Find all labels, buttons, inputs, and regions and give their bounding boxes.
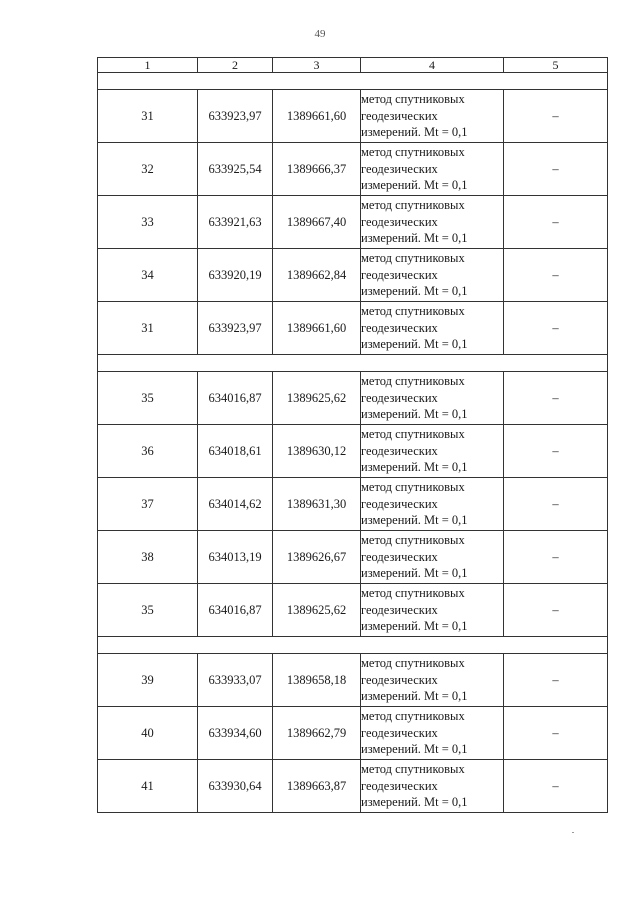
y-coordinate-cell: 1389631,30	[273, 478, 361, 531]
method-line: измерений. Mt = 0,1	[361, 337, 468, 352]
header-row	[98, 58, 608, 73]
point-number-cell: 34	[98, 249, 198, 302]
y-coordinate-cell: 1389663,87	[273, 760, 361, 813]
group-separator-row	[98, 637, 608, 654]
method-line: метод спутниковых	[361, 656, 465, 671]
table-row	[98, 707, 608, 760]
method-line: геодезических	[361, 778, 438, 793]
note-cell: –	[504, 425, 608, 478]
note-cell: –	[504, 707, 608, 760]
note-cell: –	[504, 478, 608, 531]
note-cell: –	[504, 90, 608, 143]
y-coordinate-cell: 1389662,79	[273, 707, 361, 760]
method-cell	[361, 372, 504, 425]
y-coordinate-cell: 1389661,60	[273, 90, 361, 143]
method-line: метод спутниковых	[361, 251, 465, 266]
method-cell	[361, 90, 504, 143]
method-line: геодезических	[361, 390, 438, 405]
method-line: метод спутниковых	[361, 427, 465, 442]
method-line: геодезических	[361, 602, 438, 617]
note-cell: –	[504, 302, 608, 355]
method-line: измерений. Mt = 0,1	[361, 619, 468, 634]
coordinates-table	[97, 57, 608, 813]
x-coordinate-cell: 634016,87	[198, 372, 273, 425]
x-coordinate-cell: 633923,97	[198, 90, 273, 143]
y-coordinate-cell: 1389667,40	[273, 196, 361, 249]
method-line: метод спутниковых	[361, 586, 465, 601]
note-cell: –	[504, 372, 608, 425]
method-line: измерений. Mt = 0,1	[361, 407, 468, 422]
method-line: геодезических	[361, 443, 438, 458]
y-coordinate-cell: 1389661,60	[273, 302, 361, 355]
point-number-cell: 38	[98, 531, 198, 584]
point-number-cell: 36	[98, 425, 198, 478]
x-coordinate-cell: 634014,62	[198, 478, 273, 531]
method-line: измерений. Mt = 0,1	[361, 513, 468, 528]
scan-speck	[572, 832, 574, 833]
table-row	[98, 302, 608, 355]
point-number-cell: 41	[98, 760, 198, 813]
table-row	[98, 249, 608, 302]
point-number-cell: 39	[98, 654, 198, 707]
method-cell	[361, 302, 504, 355]
y-coordinate-cell: 1389662,84	[273, 249, 361, 302]
group-separator-cell	[98, 73, 608, 90]
point-number-cell: 37	[98, 478, 198, 531]
table-row	[98, 143, 608, 196]
y-coordinate-cell: 1389630,12	[273, 425, 361, 478]
method-line: измерений. Mt = 0,1	[361, 231, 468, 246]
method-line: метод спутниковых	[361, 480, 465, 495]
y-coordinate-cell: 1389625,62	[273, 372, 361, 425]
note-cell: –	[504, 196, 608, 249]
x-coordinate-cell: 633934,60	[198, 707, 273, 760]
group-separator-row	[98, 73, 608, 90]
header-cell-4: 4	[361, 58, 504, 73]
point-number-cell: 31	[98, 302, 198, 355]
method-line: геодезических	[361, 672, 438, 687]
note-cell: –	[504, 760, 608, 813]
table-row	[98, 584, 608, 637]
table-row	[98, 372, 608, 425]
table-row	[98, 654, 608, 707]
x-coordinate-cell: 634018,61	[198, 425, 273, 478]
method-line: геодезических	[361, 496, 438, 511]
point-number-cell: 35	[98, 372, 198, 425]
method-line: измерений. Mt = 0,1	[361, 284, 468, 299]
method-cell	[361, 143, 504, 196]
method-cell	[361, 760, 504, 813]
method-line: измерений. Mt = 0,1	[361, 566, 468, 581]
note-cell: –	[504, 143, 608, 196]
method-line: метод спутниковых	[361, 145, 465, 160]
method-line: метод спутниковых	[361, 533, 465, 548]
point-number-cell: 40	[98, 707, 198, 760]
method-line: измерений. Mt = 0,1	[361, 178, 468, 193]
method-line: метод спутниковых	[361, 374, 465, 389]
point-number-cell: 32	[98, 143, 198, 196]
header-cell-5: 5	[504, 58, 608, 73]
group-separator-row	[98, 355, 608, 372]
coordinates-table-body	[98, 58, 608, 813]
method-cell	[361, 478, 504, 531]
method-line: геодезических	[361, 320, 438, 335]
header-cell-2: 2	[198, 58, 273, 73]
method-line: геодезических	[361, 214, 438, 229]
point-number-cell: 31	[98, 90, 198, 143]
method-line: измерений. Mt = 0,1	[361, 125, 468, 140]
table-row	[98, 531, 608, 584]
note-cell: –	[504, 531, 608, 584]
note-cell: –	[504, 584, 608, 637]
method-line: метод спутниковых	[361, 709, 465, 724]
method-cell	[361, 249, 504, 302]
x-coordinate-cell: 633923,97	[198, 302, 273, 355]
page-number: 49	[314, 28, 326, 40]
method-cell	[361, 654, 504, 707]
table-row	[98, 90, 608, 143]
x-coordinate-cell: 633930,64	[198, 760, 273, 813]
method-line: метод спутниковых	[361, 304, 465, 319]
x-coordinate-cell: 634016,87	[198, 584, 273, 637]
table-row	[98, 425, 608, 478]
method-line: измерений. Mt = 0,1	[361, 795, 468, 810]
method-line: геодезических	[361, 161, 438, 176]
method-cell	[361, 196, 504, 249]
method-line: геодезических	[361, 549, 438, 564]
table-row	[98, 760, 608, 813]
x-coordinate-cell: 633933,07	[198, 654, 273, 707]
x-coordinate-cell: 633920,19	[198, 249, 273, 302]
method-cell	[361, 707, 504, 760]
group-separator-cell	[98, 637, 608, 654]
method-line: геодезических	[361, 267, 438, 282]
note-cell: –	[504, 654, 608, 707]
table-row	[98, 478, 608, 531]
y-coordinate-cell: 1389666,37	[273, 143, 361, 196]
table-row	[98, 196, 608, 249]
header-cell-1: 1	[98, 58, 198, 73]
y-coordinate-cell: 1389658,18	[273, 654, 361, 707]
point-number-cell: 35	[98, 584, 198, 637]
y-coordinate-cell: 1389625,62	[273, 584, 361, 637]
header-cell-3: 3	[273, 58, 361, 73]
method-line: метод спутниковых	[361, 198, 465, 213]
y-coordinate-cell: 1389626,67	[273, 531, 361, 584]
method-line: измерений. Mt = 0,1	[361, 689, 468, 704]
method-line: измерений. Mt = 0,1	[361, 460, 468, 475]
note-cell: –	[504, 249, 608, 302]
method-line: измерений. Mt = 0,1	[361, 742, 468, 757]
x-coordinate-cell: 633925,54	[198, 143, 273, 196]
method-cell	[361, 425, 504, 478]
method-line: геодезических	[361, 108, 438, 123]
method-cell	[361, 584, 504, 637]
x-coordinate-cell: 634013,19	[198, 531, 273, 584]
method-line: геодезических	[361, 725, 438, 740]
method-line: метод спутниковых	[361, 92, 465, 107]
method-cell	[361, 531, 504, 584]
point-number-cell: 33	[98, 196, 198, 249]
method-line: метод спутниковых	[361, 762, 465, 777]
x-coordinate-cell: 633921,63	[198, 196, 273, 249]
group-separator-cell	[98, 355, 608, 372]
